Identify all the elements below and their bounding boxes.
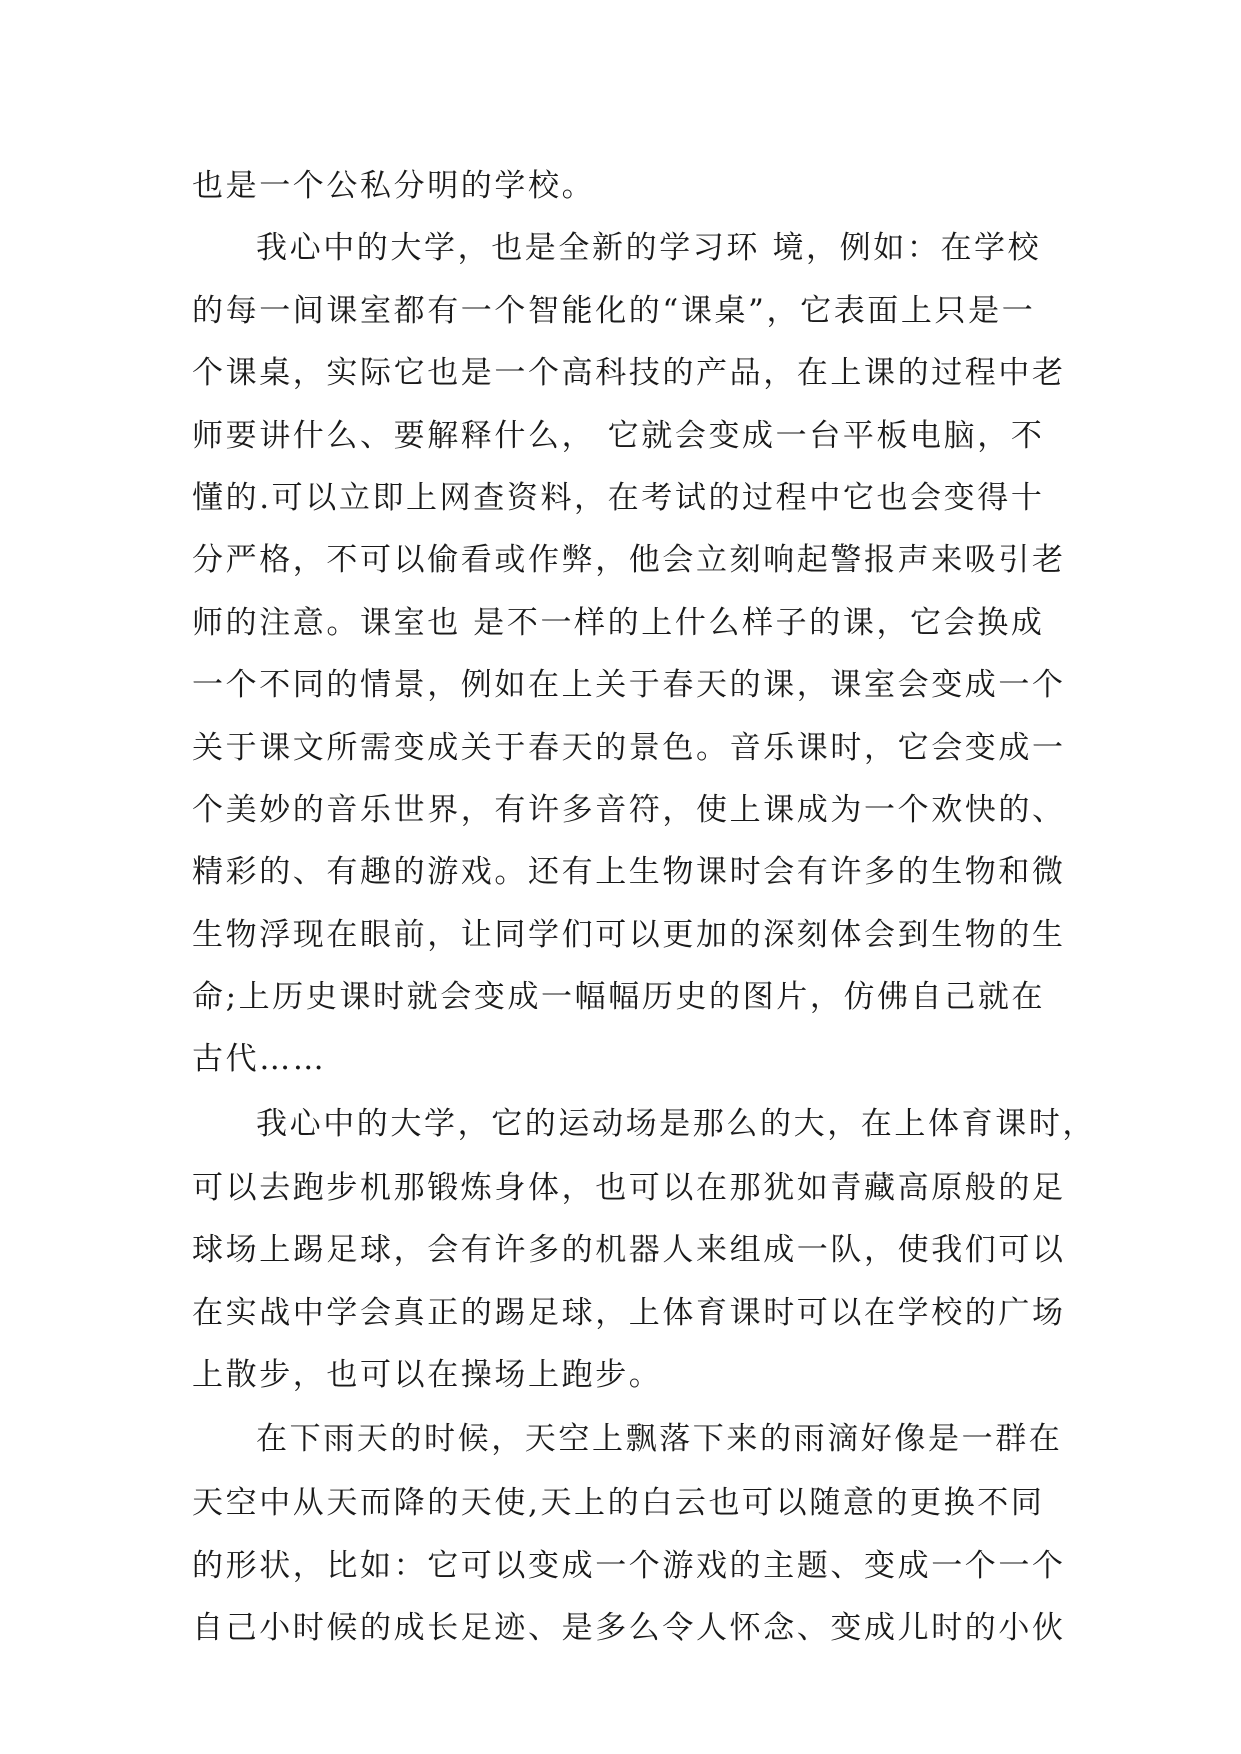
text-line: 自己小时候的成长足迹、是多么令人怀念、变成儿时的小伙 [192, 1610, 1066, 1647]
text-line: 球场上踢足球，会有许多的机器人来组成一队，使我们可以 [192, 1232, 1066, 1269]
text-line: 个课桌，实际它也是一个高科技的产品，在上课的过程中老 [192, 355, 1066, 392]
text-line: 命;上历史课时就会变成一幅幅历史的图片，仿佛自己就在 [192, 979, 1046, 1016]
text-line: 懂的.可以立即上网查资料，在考试的过程中它也会变得十 [192, 479, 1045, 516]
text-line: 师要讲什么、要解释什么， 它就会变成一台平板电脑，不 [192, 417, 1045, 454]
text-line: 关于课文所需变成关于春天的景色。音乐课时，它会变成一 [192, 729, 1066, 766]
text-line: 上散步，也可以在操场上跑步。 [192, 1357, 663, 1394]
text-line: 天空中从天而降的天使,天上的白云也可以随意的更换不同 [192, 1485, 1045, 1522]
text-line: 生物浮现在眼前，让同学们可以更加的深刻体会到生物的生 [192, 916, 1066, 953]
text-line: 在下雨天的时候，天空上飘落下来的雨滴好像是一群在 [256, 1421, 1063, 1458]
text-line: 分严格，不可以偷看或作弊，他会立刻响起警报声来吸引老 [192, 542, 1066, 579]
text-line: 一个不同的情景，例如在上关于春天的课，课室会变成一个 [192, 667, 1066, 704]
text-line: 可以去跑步机那锻炼身体，也可以在那犹如青藏高原般的足 [192, 1169, 1066, 1206]
text-line: 在实战中学会真正的踢足球，上体育课时可以在学校的广场 [192, 1294, 1066, 1331]
text-line: 的形状，比如：它可以变成一个游戏的主题、变成一个一个 [192, 1547, 1066, 1584]
text-line: 的每一间课室都有一个智能化的“课桌”，它表面上只是一 [192, 292, 1036, 329]
text-line: 精彩的、有趣的游戏。还有上生物课时会有许多的生物和微 [192, 854, 1066, 891]
text-line: 古代…… [192, 1041, 327, 1078]
text-line: 我心中的大学，它的运动场是那么的大，在上体育课时， [256, 1105, 1096, 1142]
text-line: 我心中的大学，也是全新的学习环 境，例如：在学校 [256, 230, 1042, 267]
text-line: 也是一个公私分明的学校。 [192, 168, 596, 204]
body-text [192, 155, 1096, 1660]
text-line: 师的注意。课室也 是不一样的上什么样子的课，它会换成 [192, 604, 1045, 641]
text-line: 个美妙的音乐世界，有许多音符，使上课成为一个欢快的、 [192, 791, 1066, 828]
